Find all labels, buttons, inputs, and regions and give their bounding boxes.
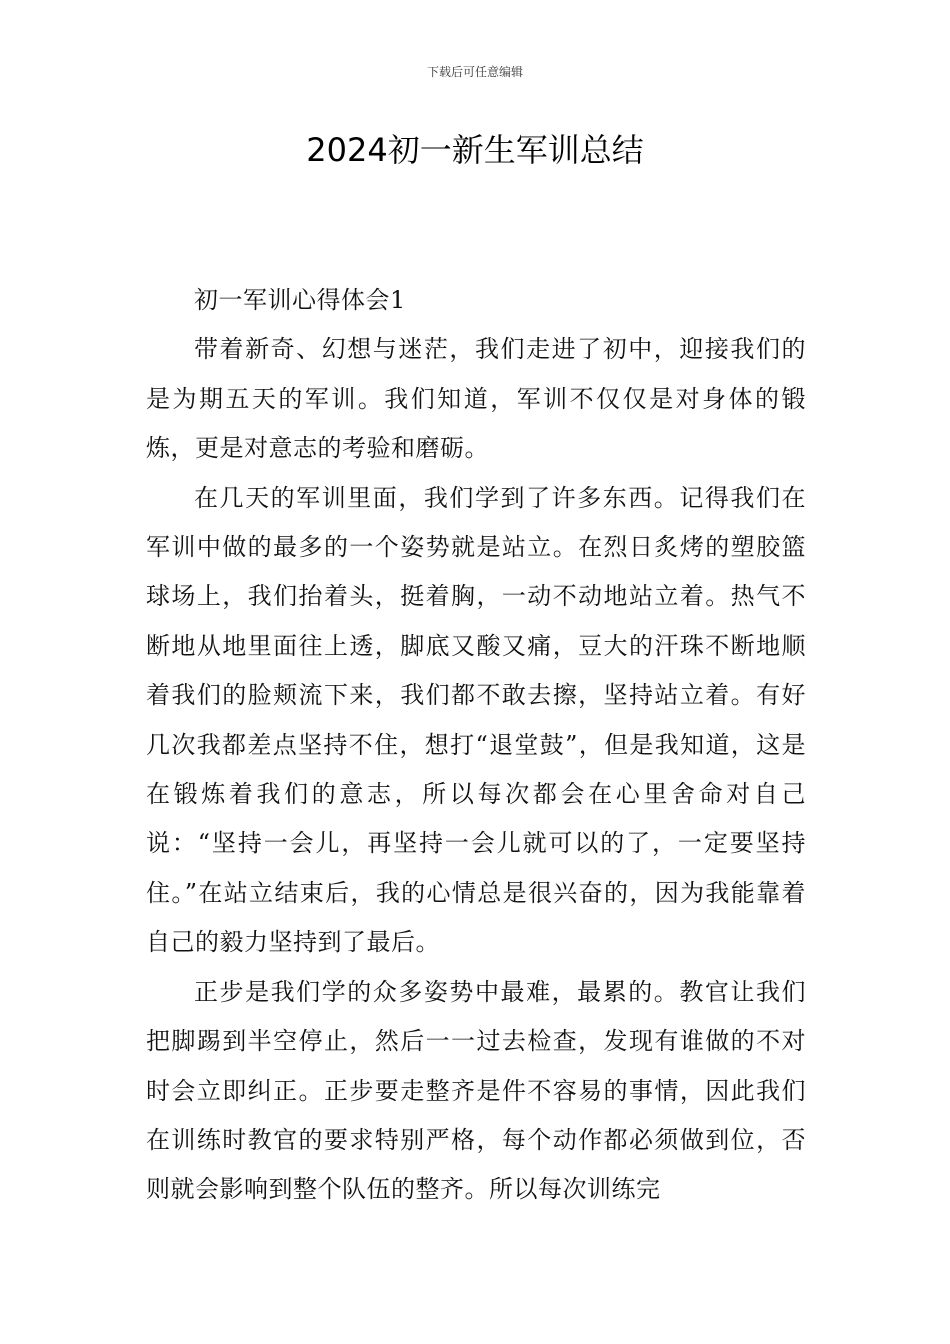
body-paragraph-3: 正步是我们学的众多姿势中最难，最累的。教官让我们把脚踢到半空停止，然后一一过去检查，发现有谁做的不对时会立即纠正。正步要走整齐是件不容易的事情，因此我们在训练时教官的要求特别严格，每个动作都必须做到位，否则就会影响到整个队伍的整齐。所以每次训练完 <box>146 977 806 1204</box>
section-subheading: 初一军训心得体会1 <box>194 286 406 314</box>
body-paragraph-1: 带着新奇、幻想与迷茫，我们走进了初中，迎接我们的是为期五天的军训。我们知道，军训不仅仅是对身体的锻炼，更是对意志的考验和磨砺。 <box>146 335 806 463</box>
document-title: 2024初一新生军训总结 <box>306 131 644 169</box>
page-header-note: 下载后可任意编辑 <box>426 65 523 79</box>
document-body <box>146 276 806 1215</box>
body-paragraph-2: 在几天的军训里面，我们学到了许多东西。记得我们在军训中做的最多的一个姿势就是站立。在烈日炙烤的塑胶篮球场上，我们抬着头，挺着胸，一动不动地站立着。热气不断地从地里面往上透，脚底又酸又痛，豆大的汗珠不断地顺着我们的脸颊流下来，我们都不敢去擦，坚持站立着。有好几次我都差点坚持不住，想打“退堂鼓”，但是我知道，这是在锻炼着我们的意志，所以每次都会在心里舍命对自己说：“坚持一会儿，再坚持一会儿就可以的了，一定要坚持住。”在站立结束后，我的心情总是很兴奋的，因为我能靠着自己的毅力坚持到了最后。 <box>146 483 806 957</box>
